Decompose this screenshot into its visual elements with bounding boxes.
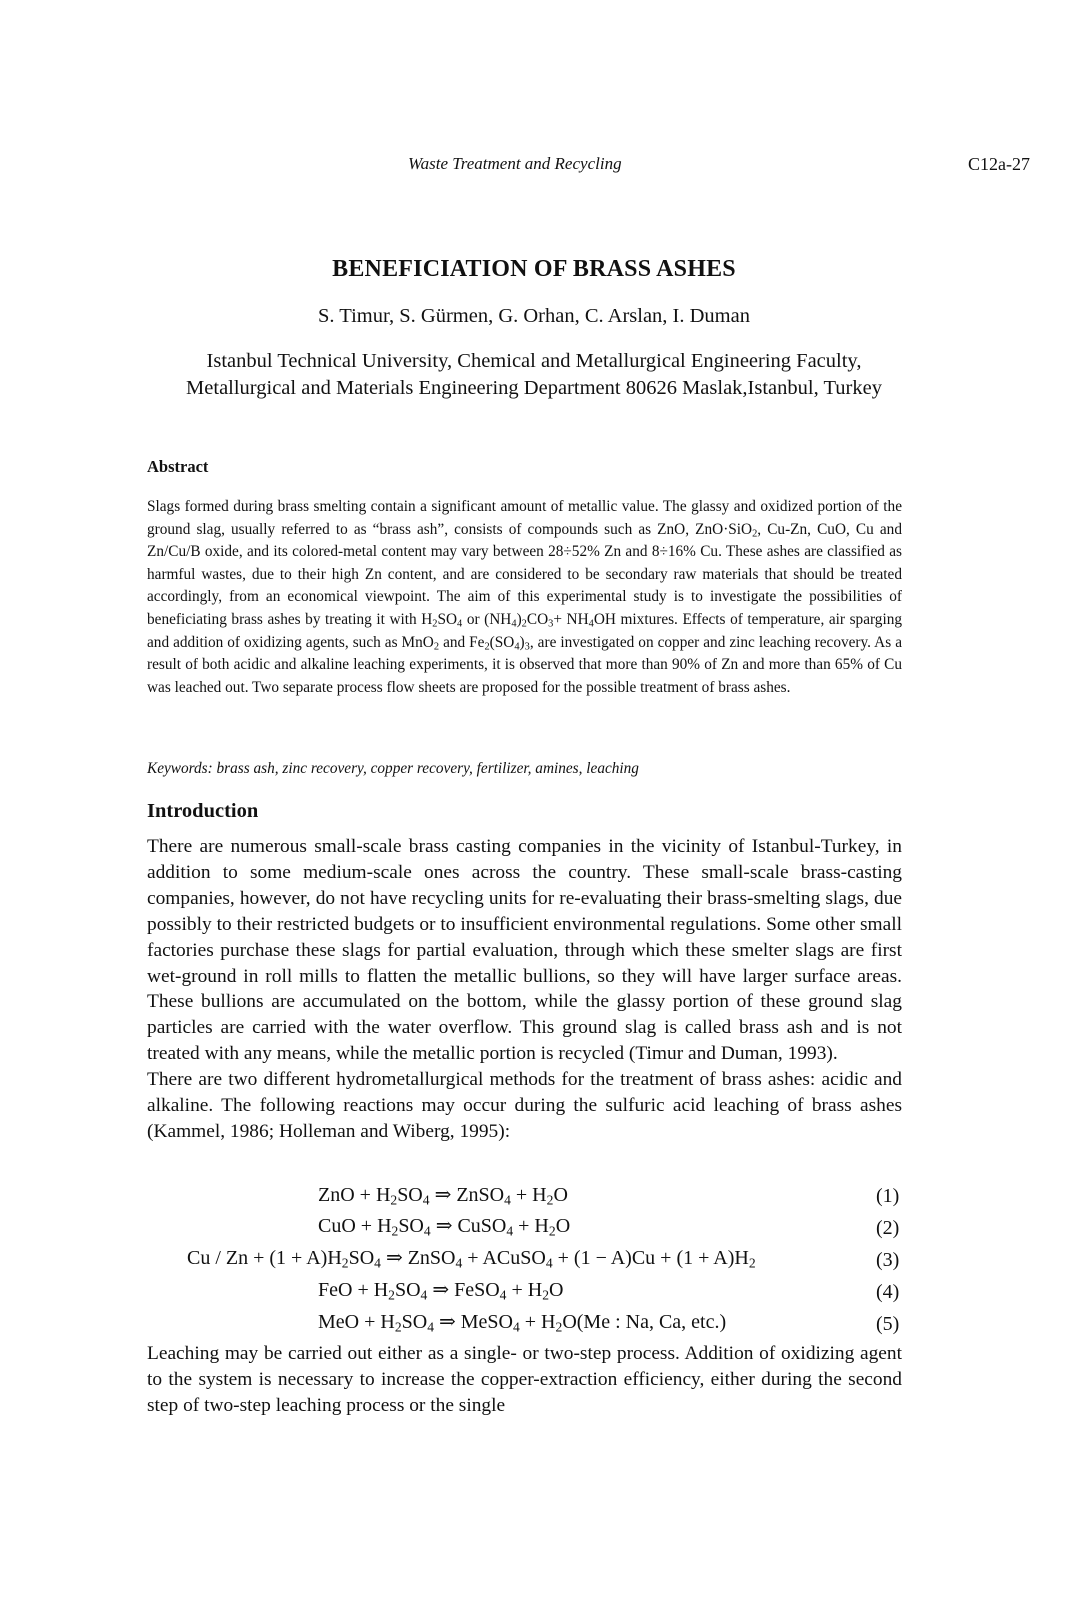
equation-number-5: (5) <box>876 1313 900 1335</box>
keywords: Keywords: brass ash, zinc recovery, copper recovery, fertilizer, amines, leaching <box>147 760 639 777</box>
equation-number-4: (4) <box>876 1281 900 1303</box>
running-header-journal: Waste Treatment and Recycling <box>408 154 622 173</box>
equation-1: ZnO + $H_2SO_4$ ⇒ ZnSO$_4$ + $H_2O$ <box>318 1184 568 1208</box>
affiliation-line-2: Metallurgical and Materials Engineering Department 80626 Maslak,Istanbul, Turkey <box>186 377 882 399</box>
equation-4: FeO + $H_2SO_4$ ⇒ FeSO$_4$ + $H_2O$ <box>318 1279 564 1303</box>
equation-number-3: (3) <box>876 1249 900 1271</box>
affiliation <box>0 348 1068 402</box>
equation-2: CuO + $H_2SO_4$ ⇒ CuSO$_4$ + $H_2O$ <box>318 1215 571 1239</box>
introduction-paragraph-2: There are two different hydrometallurgical methods for the treatment of brass ashes: acidic and alkaline. The following reactions may occur during the sulfuric acid leaching of brass ashes (Kammel, 1986; Holleman and Wiberg, 1995): <box>147 1069 902 1142</box>
introduction-heading: Introduction <box>147 800 259 822</box>
introduction-paragraphs <box>147 834 902 1145</box>
abstract-heading: Abstract <box>147 457 209 476</box>
page-identifier: C12a-27 <box>968 154 1030 174</box>
introduction-paragraph-1: There are numerous small-scale brass casting companies in the vicinity of Istanbul-Turkey, in addition to some medium-scale ones across the country. These small-scale brass-casting companies, however, do not have recycling units for re-evaluating their brass-smelting slags, due possibly to their restricted budgets or to insufficient environmental regulations. Some other small factories purchase these slags for partial evaluation, through which these smelter slags are first wet-ground in roll mills to flatten the metallic bullions, so they will have larger surface areas. These bullions are accumulated on the bottom, while the glassy portion of these ground slag particles are carried with the water overflow. This ground slag is called brass ash and is not treated with any means, while the metallic portion is recycled (Timur and Duman, 1993). <box>147 836 902 1065</box>
abstract-body: Slags formed during brass smelting contain a significant amount of metallic value. The glassy and oxidized portion of the ground slag, usually referred to as “brass ash”, consists of compounds such as ZnO, ZnO·SiO$_2$, Cu-Zn, CuO, Cu and Zn/Cu/B oxide, and its colored-metal content may vary between 28÷52% Zn and 8÷16% Cu. These ashes are classified as harmful wastes, due to their high Zn content, and are considered to be secondary raw materials that should be treated accordingly, from an economical viewpoint. The aim of this experimental study is to investigate the possibilities of beneficiating brass ashes by treating it with $H_2SO_4$ or $(NH_4)_2CO_3+ NH_4OH$ mixtures. Effects of temperature, air sparging and addition of oxidizing agents, such as MnO$_2$ and $Fe_2(SO_4)_3$, are investigated on copper and zinc leaching recovery. As a result of both acidic and alkaline leaching experiments, it is observed that more than 90% of Zn and more than 65% of Cu was leached out. Two separate process flow sheets are proposed for the possible treatment of brass ashes. <box>147 498 902 696</box>
introduction-paragraph-3: Leaching may be carried out either as a single- or two-step process. Addition of oxidizing agent to the system is necessary to increase the copper-extraction efficiency, either during the second step of two-step leaching process or the single <box>147 1343 902 1416</box>
equation-number-2: (2) <box>876 1217 900 1239</box>
author-list: S. Timur, S. Gürmen, G. Orhan, C. Arslan, I. Duman <box>318 305 750 327</box>
equation-3: $Cu / Zn + (1 + A)H_2SO_4$ ⇒ ZnSO$_4$ + ACuSO$_4$ + $(1 - A)Cu + (1 + A)H_2$ <box>187 1247 756 1271</box>
equation-number-1: (1) <box>876 1185 900 1207</box>
equation-5: MeO + $H_2SO_4$ ⇒ MeSO$_4$ + $H_2O(Me$ : Na, Ca, etc.) <box>318 1311 727 1335</box>
paper-title: BENEFICIATION OF BRASS ASHES <box>332 256 736 282</box>
affiliation-line-1: Istanbul Technical University, Chemical and Metallurgical Engineering Faculty, <box>206 350 862 372</box>
